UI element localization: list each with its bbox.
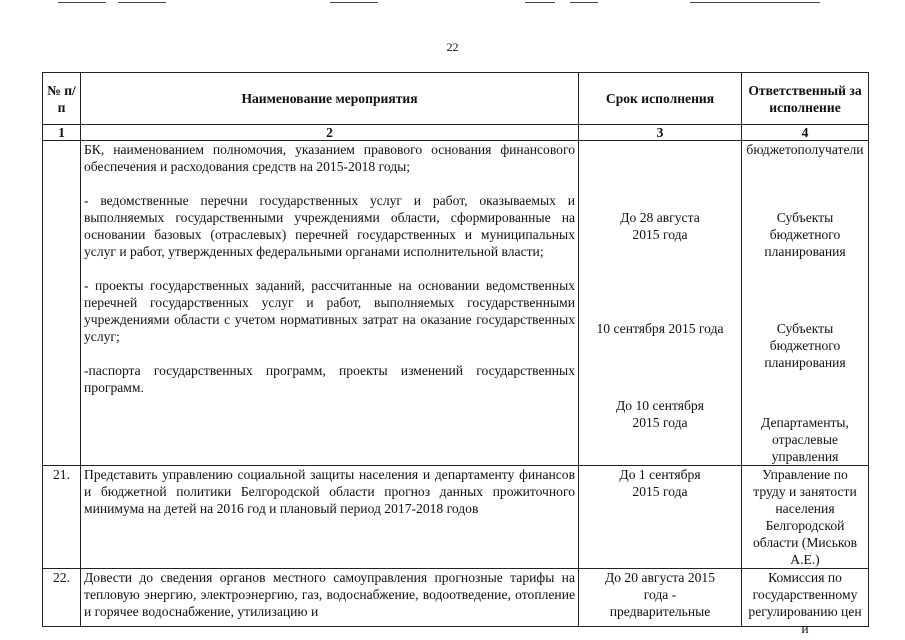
action-text: - ведомственные перечни государственных услуг и работ, оказываемых и выполняемых государственными учреждениями области, сформированные на основании базовых (отраслевых) перечней государственных и муниципальных услуг и работ, утвержденных федеральными органами исполнительной власти; — [84, 193, 575, 259]
deadline-text: До 10 сентября 2015 года — [616, 398, 704, 430]
row-number-cell — [43, 141, 81, 466]
column-number: 1 — [43, 125, 81, 141]
table-row — [43, 466, 869, 569]
row-number-cell: 21. — [43, 466, 81, 569]
header-action: Наименование мероприятия — [81, 73, 579, 125]
responsible-cell: Управление по труду и занятости населения Белгородской области (Миськов А.Е.) — [742, 466, 869, 569]
header-responsible: Ответственный за исполнение — [742, 73, 869, 125]
action-text: - проекты государственных заданий, рассчитанные на основании ведомственных перечней государственных услуг и работ, выполняемых государственными учреждениями области с учетом нормативных затрат на оказание государственных услуг; — [84, 278, 575, 344]
responsible-text: бюджетополучатели — [746, 142, 864, 157]
scan-edge-line — [330, 2, 378, 3]
responsible-text: Департаменты, отраслевые управления — [761, 415, 849, 464]
responsible-text: Субъекты бюджетного планирования — [764, 321, 846, 370]
deadline-cell — [579, 141, 742, 466]
header-number: № п/п — [43, 73, 81, 125]
scan-edge-line — [118, 2, 166, 3]
header-deadline: Срок исполнения — [579, 73, 742, 125]
table-row — [43, 141, 869, 466]
table-row — [43, 569, 869, 627]
column-number: 4 — [742, 125, 869, 141]
deadline-text: До 1 сентября 2015 года — [619, 467, 701, 499]
column-number-row — [43, 125, 869, 141]
responsible-cell — [742, 569, 869, 636]
action-text: БК, наименованием полномочия, указанием правового основания финансового обеспечения и расходования средств на 2015-2018 годы; — [84, 142, 575, 174]
scan-edge-line — [570, 2, 598, 3]
column-number: 3 — [579, 125, 742, 141]
responsible-cell — [742, 141, 869, 466]
scan-edge-line — [58, 2, 106, 3]
table-header-row — [43, 73, 869, 125]
deadline-cell — [579, 466, 742, 569]
page-number: 22 — [446, 40, 459, 54]
responsible-text: Комиссия по государственному регулированию цен и — [748, 570, 862, 636]
deadline-text: До 20 августа 2015 года - предварительные — [604, 570, 716, 619]
action-text: -паспорта государственных программ, проекты изменений государственных программ. — [84, 363, 575, 395]
deadline-text: До 28 августа 2015 года — [620, 210, 700, 242]
action-cell — [81, 141, 579, 466]
scan-edge-line — [690, 2, 820, 3]
column-number: 2 — [81, 125, 579, 141]
action-cell — [81, 569, 579, 627]
action-text: Довести до сведения органов местного самоуправления прогнозные тарифы на тепловую энергию, электроэнергию, газ, водоснабжение, водоотведение, отопление и горячее водоснабжение, утилизацию и — [84, 570, 575, 619]
deadline-cell — [579, 569, 742, 627]
row-number-cell: 22. — [43, 569, 81, 627]
responsible-text: Субъекты бюджетного планирования — [764, 210, 846, 259]
deadline-text: 10 сентября 2015 года — [596, 321, 724, 336]
action-cell: Представить управлению социальной защиты населения и департаменту финансов и бюджетной политики Белгородской области прогноз данных прожиточного минимума на детей на 2016 год и плановый период 2017-2018 годов — [81, 466, 579, 569]
action-plan-table — [42, 72, 869, 636]
scan-edge-line — [525, 2, 555, 3]
